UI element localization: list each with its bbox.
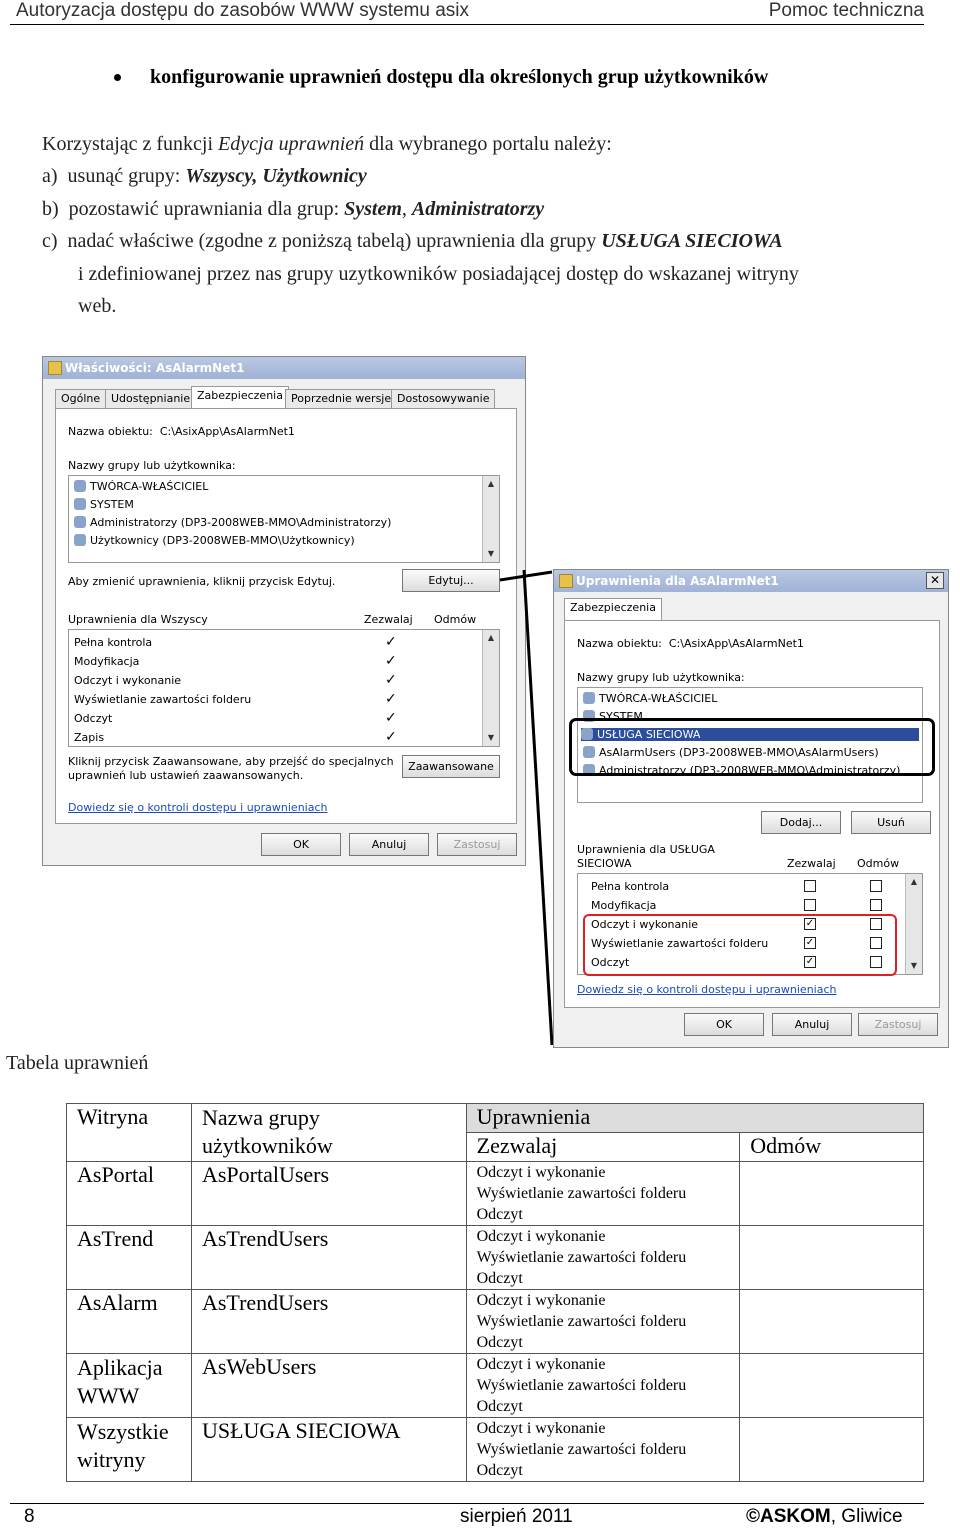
cell-allow: Odczyt i wykonanie Wyświetlanie zawartości folderu Odczyt <box>466 1290 740 1354</box>
permissions-for-label-2: SIECIOWA <box>577 857 632 870</box>
permission-item: Pełna kontrola <box>74 636 153 649</box>
tab-general[interactable]: Ogólne <box>55 389 106 408</box>
users-icon <box>74 480 86 492</box>
permissions-for-label: Uprawnienia dla Wszyscy <box>68 613 208 626</box>
tab-previous-versions[interactable]: Poprzednie wersje <box>285 389 397 408</box>
checkmark-icon: ✓ <box>385 653 397 669</box>
highlight-red <box>583 914 897 976</box>
permissions-dialog <box>553 569 949 1048</box>
cell-group: AsTrendUsers <box>191 1226 466 1290</box>
edit-button[interactable]: Edytuj... <box>402 569 500 592</box>
advanced-hint-2: uprawnień lub ustawień zaawansowanych. <box>68 769 304 782</box>
cell-deny <box>740 1226 924 1290</box>
allow-checkbox[interactable] <box>804 899 816 911</box>
cancel-button[interactable]: Anuluj <box>349 833 429 856</box>
permission-item: Odczyt <box>591 956 630 969</box>
cancel-button[interactable]: Anuluj <box>772 1013 852 1036</box>
permission-item: Wyświetlanie zawartości folderu <box>74 693 252 706</box>
step-c-line2: i zdefiniowanej przez nas grupy uzytkowników posiadającej dostęp do wskazanej witryny <box>78 263 799 285</box>
header-allow: Zezwalaj <box>466 1133 740 1162</box>
users-icon <box>583 692 595 704</box>
cell-site: AsAlarm <box>67 1290 192 1354</box>
bullet-icon <box>114 74 121 81</box>
ok-button[interactable]: OK <box>684 1013 764 1036</box>
deny-header: Odmów <box>434 613 477 626</box>
table-caption: Tabela uprawnień <box>6 1052 149 1074</box>
footer-date: sierpień 2011 <box>460 1506 573 1527</box>
dialog-title: Uprawnienia dla AsAlarmNet1 <box>576 574 779 588</box>
permission-item: Odczyt i wykonanie <box>74 674 182 687</box>
table-row <box>67 1354 924 1418</box>
cell-group: AsWebUsers <box>191 1354 466 1418</box>
permission-item: Wyświetlanie zawartości folderu <box>591 937 769 950</box>
tab-security[interactable]: Zabezpieczenia <box>191 386 289 409</box>
cell-group: AsPortalUsers <box>191 1162 466 1226</box>
header-section: Pomoc techniczna <box>768 0 924 21</box>
close-icon[interactable]: ✕ <box>926 572 944 589</box>
step-c: c) nadać właściwe (zgodne z poniższą tabelą) uprawnienia dla grupy USŁUGA SIECIOWA <box>42 230 783 252</box>
header-permissions: Uprawnienia <box>466 1104 923 1133</box>
page-header <box>10 0 924 25</box>
cell-deny <box>740 1290 924 1354</box>
table-row <box>67 1226 924 1290</box>
cell-allow: Odczyt i wykonanie Wyświetlanie zawartości folderu Odczyt <box>466 1226 740 1290</box>
permission-item: Zapis <box>74 731 105 744</box>
permissions-for-label: Uprawnienia dla USŁUGA <box>577 843 715 856</box>
highlight-black <box>569 718 935 776</box>
object-name-label: Nazwa obiektu: C:\AsixApp\AsAlarmNet1 <box>68 425 295 438</box>
access-control-link[interactable]: Dowiedz się o kontroli dostępu i uprawnieniach <box>577 983 837 996</box>
cell-allow: Odczyt i wykonanie Wyświetlanie zawartości folderu Odczyt <box>466 1418 740 1482</box>
users-icon <box>74 498 86 510</box>
folder-icon <box>48 361 62 375</box>
list-item[interactable]: TWÓRCA-WŁAŚCICIEL <box>583 692 717 705</box>
access-control-link[interactable]: Dowiedz się o kontroli dostępu i uprawnieniach <box>68 801 328 814</box>
users-icon <box>74 534 86 546</box>
tab-sharing[interactable]: Udostępnianie <box>105 389 196 408</box>
table-row <box>67 1162 924 1226</box>
header-title: Autoryzacja dostępu do zasobów WWW systemu asix <box>16 0 470 21</box>
allow-checkbox-checked[interactable]: ✓ <box>805 918 815 929</box>
scroll-down-icon[interactable]: ▼ <box>487 733 495 742</box>
checkmark-icon: ✓ <box>385 729 397 745</box>
dialog-titlebar <box>554 570 948 592</box>
cell-site: AsPortal <box>67 1162 192 1226</box>
bullet-heading: konfigurowanie uprawnień dostępu dla określonych grup użytkowników <box>150 66 769 88</box>
cell-site: AsTrend <box>67 1226 192 1290</box>
apply-button[interactable]: Zastosuj <box>858 1013 938 1036</box>
remove-button[interactable]: Usuń <box>851 811 931 834</box>
cell-group: USŁUGA SIECIOWA <box>191 1418 466 1482</box>
permissions-list <box>68 629 500 747</box>
table-row <box>67 1290 924 1354</box>
permission-item: Modyfikacja <box>591 899 657 912</box>
cell-site: Aplikacja WWW <box>67 1354 192 1418</box>
scroll-down-icon[interactable]: ▼ <box>910 961 918 970</box>
allow-checkbox-checked[interactable]: ✓ <box>805 956 815 967</box>
cell-site: Wszystkie witryny <box>67 1418 192 1482</box>
advanced-button[interactable]: Zaawansowane <box>402 755 500 778</box>
permission-item: Odczyt i wykonanie <box>591 918 699 931</box>
deny-checkbox[interactable] <box>870 880 882 892</box>
cell-deny <box>740 1354 924 1418</box>
cell-deny <box>740 1162 924 1226</box>
intro-paragraph: Korzystając z funkcji Edycja uprawnień dla wybranego portalu należy: <box>42 133 612 155</box>
deny-header: Odmów <box>857 857 900 870</box>
allow-checkbox[interactable] <box>804 880 816 892</box>
dialog-title: Właściwości: AsAlarmNet1 <box>65 361 245 375</box>
list-item[interactable]: Administratorzy (DP3-2008WEB-MMO\Administratorzy) <box>74 516 391 529</box>
scroll-down-icon[interactable]: ▼ <box>487 549 495 558</box>
list-item[interactable]: Użytkownicy (DP3-2008WEB-MMO\Użytkownicy) <box>74 534 355 547</box>
folder-icon <box>559 574 573 588</box>
allow-checkbox-checked[interactable]: ✓ <box>805 937 815 948</box>
users-icon <box>74 516 86 528</box>
checkmark-icon: ✓ <box>385 691 397 707</box>
properties-dialog <box>42 356 526 866</box>
table-row <box>67 1418 924 1482</box>
checkmark-icon: ✓ <box>385 672 397 688</box>
page-number: 8 <box>24 1506 35 1527</box>
permission-item: Pełna kontrola <box>591 880 670 893</box>
step-b: b) pozostawić uprawniania dla grup: System, Administratorzy <box>42 198 545 220</box>
cell-allow: Odczyt i wykonanie Wyświetlanie zawartości folderu Odczyt <box>466 1162 740 1226</box>
permission-item: Modyfikacja <box>74 655 140 668</box>
scrollbar[interactable] <box>905 874 922 974</box>
add-button[interactable]: Dodaj... <box>761 811 841 834</box>
list-item[interactable]: SYSTEM <box>583 710 643 723</box>
security-panel <box>564 620 940 1008</box>
scroll-up-icon[interactable]: ▲ <box>487 633 495 642</box>
allow-header: Zezwalaj <box>787 857 836 870</box>
scroll-up-icon[interactable]: ▲ <box>910 877 918 886</box>
scroll-up-icon[interactable]: ▲ <box>487 479 495 488</box>
header-site: Witryna <box>67 1104 192 1162</box>
list-item-selected[interactable]: USŁUGA SIECIOWA <box>581 728 919 741</box>
scrollbar[interactable] <box>482 476 499 562</box>
cell-group: AsTrendUsers <box>191 1290 466 1354</box>
header-group: Nazwa grupy użytkowników <box>191 1104 466 1162</box>
tab-security[interactable]: Zabezpieczenia <box>564 598 662 621</box>
change-hint: Aby zmienić uprawnienia, kliknij przycisk Edytuj. <box>68 575 336 588</box>
cell-allow: Odczyt i wykonanie Wyświetlanie zawartości folderu Odczyt <box>466 1354 740 1418</box>
permissions-table <box>66 1103 924 1482</box>
permission-item: Odczyt <box>74 712 113 725</box>
step-c-line3: web. <box>78 295 117 317</box>
header-deny: Odmów <box>740 1133 924 1162</box>
ok-button[interactable]: OK <box>261 833 341 856</box>
cell-deny <box>740 1418 924 1482</box>
groups-label: Nazwy grupy lub użytkownika: <box>577 671 745 684</box>
list-item[interactable]: SYSTEM <box>74 498 134 511</box>
deny-checkbox[interactable] <box>870 899 882 911</box>
allow-header: Zezwalaj <box>364 613 413 626</box>
groups-label: Nazwy grupy lub użytkownika: <box>68 459 236 472</box>
step-a: a) usunąć grupy: Wszyscy, Użytkownicy <box>42 165 367 187</box>
footer-copyright: ©ASKOM, Gliwice <box>746 1506 903 1527</box>
list-item[interactable]: Administratorzy (DP3-2008WEB-MMO\Administratorzy) <box>583 764 900 777</box>
checkmark-icon: ✓ <box>385 710 397 726</box>
apply-button[interactable]: Zastosuj <box>437 833 517 856</box>
permissions-list <box>577 873 923 975</box>
object-name-label: Nazwa obiektu: C:\AsixApp\AsAlarmNet1 <box>577 637 804 650</box>
list-item[interactable]: AsAlarmUsers (DP3-2008WEB-MMO\AsAlarmUsers) <box>583 746 879 759</box>
list-item[interactable]: TWÓRCA-WŁAŚCICIEL <box>74 480 208 493</box>
security-panel <box>55 408 517 824</box>
advanced-hint-1: Kliknij przycisk Zaawansowane, aby przejść do specjalnych <box>68 755 394 768</box>
dialog-titlebar <box>43 357 525 379</box>
checkmark-icon: ✓ <box>385 634 397 650</box>
footer-rule <box>10 1503 924 1505</box>
groups-list[interactable] <box>68 475 500 563</box>
tab-customize[interactable]: Dostosowywanie <box>391 389 495 408</box>
